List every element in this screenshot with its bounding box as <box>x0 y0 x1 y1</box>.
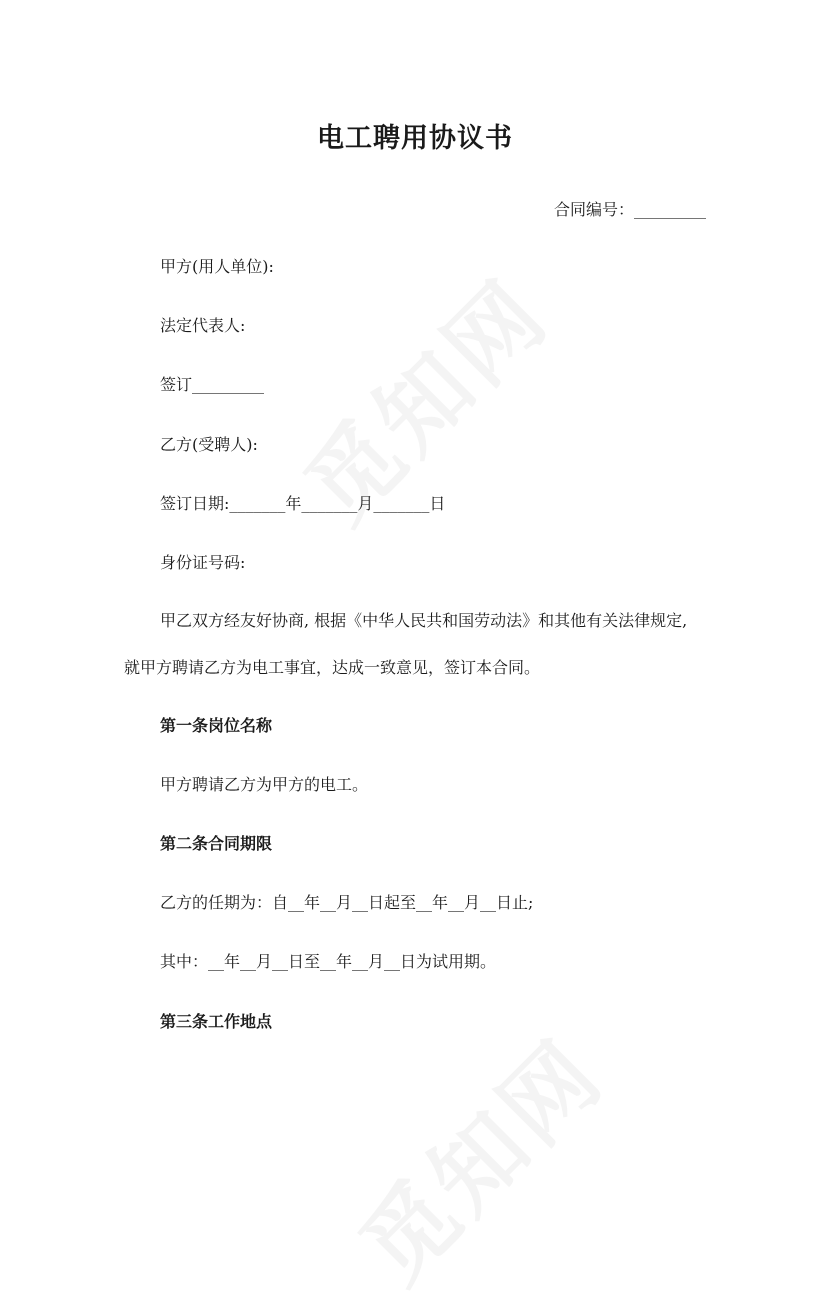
intro-paragraph-line-2: 就甲方聘请乙方为电工事宜，达成一致意见，签订本合同。 <box>124 658 541 677</box>
legal-representative-line: 法定代表人: <box>160 316 246 335</box>
article-1-heading: 第一条岗位名称 <box>160 716 273 735</box>
article-2-probation-line: 其中：__年__月__日至__年__月__日为试用期。 <box>160 952 497 971</box>
article-1-text: 甲方聘请乙方为甲方的电工。 <box>160 775 369 794</box>
id-number-line: 身份证号码: <box>160 553 246 572</box>
intro-paragraph-line-1: 甲乙双方经友好协商, 根据《中华人民共和国劳动法》和其他有关法律规定, <box>160 611 688 630</box>
article-2-term-line: 乙方的任期为：自__年__月__日起至__年__月__日止; <box>160 893 534 912</box>
article-3-heading: 第三条工作地点 <box>160 1012 273 1031</box>
article-2-heading: 第二条合同期限 <box>160 834 273 853</box>
contract-number: 合同编号：_________ <box>553 200 706 219</box>
party-b-line: 乙方(受聘人): <box>160 435 258 454</box>
watermark-bottom <box>326 1005 627 1306</box>
document-title: 电工聘用协议书 <box>317 123 513 154</box>
signing-line: 签订_________ <box>160 375 265 394</box>
signing-date-line: 签订日期:_______年_______月_______日 <box>160 494 446 513</box>
party-a-line: 甲方(用人单位): <box>160 257 274 276</box>
